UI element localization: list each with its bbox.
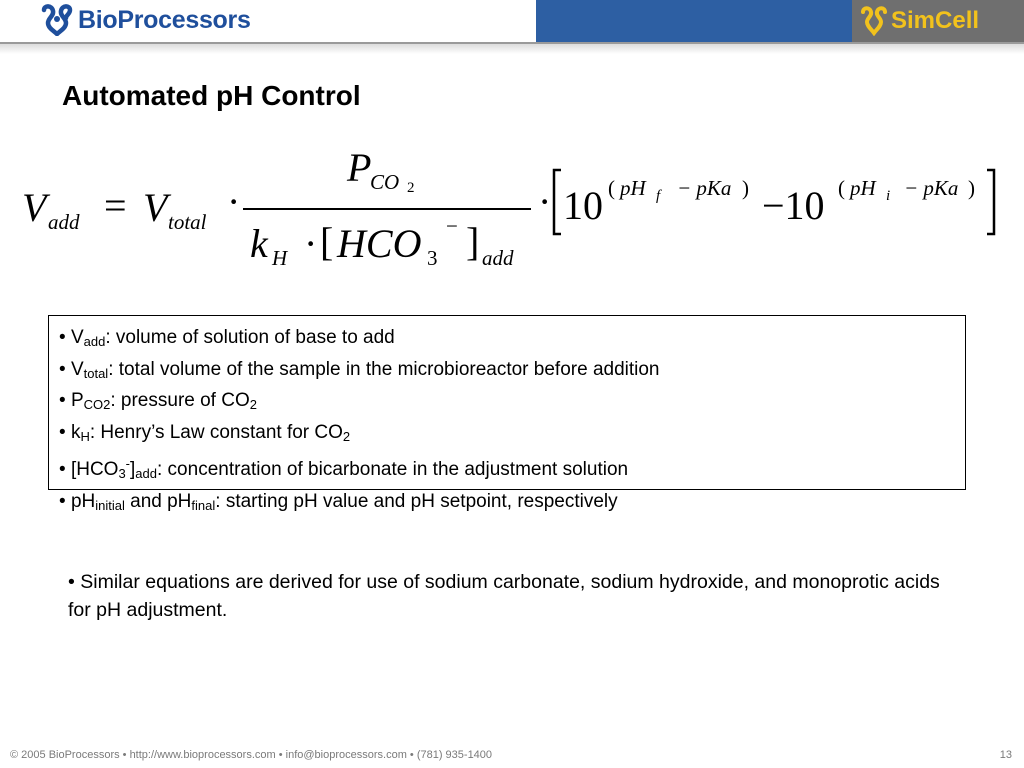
eq-co2-sub: 2 [407,180,415,196]
eq-total-sub: total [168,210,207,234]
eq-dot-1: · [227,179,241,224]
eq-co-sub: CO [370,170,400,194]
slide-title: Automated pH Control [62,80,361,111]
bioprocessors-logo-text: BioProcessors [78,5,251,34]
eq-exp1-f: f [656,188,661,204]
eq-equals: = [104,183,127,228]
def-sub-2: final [191,497,216,513]
def-symbol: [HCO [70,459,119,480]
eq-minus-sup: − [446,214,458,238]
def-symbol: P [70,390,84,411]
eq-add-sub-2: add [482,246,514,270]
footer-contact: © 2005 BioProcessors • http://www.bioprocessors.com • info@bioprocessors.com • (781) 935-1400 [10,749,493,761]
def-sub-2: add [135,466,157,481]
bullet: • [59,327,71,348]
eq-right-bracket: ] [466,219,480,264]
definition-k-h [59,419,955,451]
bullet: • [59,390,71,411]
bioprocessors-logo-icon [40,4,74,36]
eq-exp2-i: i [886,188,891,204]
eq-v-add: V [22,185,47,230]
def-sub: total [83,365,109,381]
definition-v-total [59,356,955,388]
def-sub: add [83,334,106,349]
def-symbol: V [70,327,84,348]
def-tail-sub: 2 [249,397,257,412]
def-sub: CO2 [83,397,111,412]
definition-p-co2 [59,387,955,419]
bullet: • [59,459,71,480]
def-sub: initial [95,497,125,513]
def-mid: and pH [124,490,192,512]
def-mid: ] [130,459,136,480]
header-blue-band [536,0,852,42]
eq-exp1-ph: pH [620,176,646,200]
definition-v-add [59,324,955,356]
definition-ph [59,488,955,520]
slide-header [0,0,1024,44]
eq-exp2-close: ) [968,176,975,200]
eq-fraction-bar [243,208,531,210]
def-symbol: pH [70,490,96,512]
eq-dot-3: · [538,179,552,224]
def-sub: 3 [118,466,126,481]
def-symbol: k [70,421,81,443]
header-shadow [0,44,1024,54]
def-text: : total volume of the sample in the microbioreactor before addition [108,358,660,380]
def-text: : volume of solution of base to add [105,327,395,348]
def-sub: H [80,428,90,444]
eq-exp2-open: ( [838,176,845,200]
def-text: : concentration of bicarbonate in the adjustment solution [157,459,629,480]
def-text: : starting pH value and pH setpoint, respectively [215,490,618,512]
bioprocessors-logo [40,3,251,37]
eq-hco: HCO [337,221,422,266]
bullet: • [59,421,71,443]
eq-p: P [347,145,372,190]
eq-hco3-sub: 3 [427,246,438,270]
page-number: 13 [999,749,1012,761]
eq-ten-1: 10 [563,183,603,228]
eq-exp1-open: ( [608,176,615,200]
definition-hco3 [59,450,955,488]
eq-k: k [250,221,268,266]
eq-exp2-ph: pH [850,176,876,200]
bullet: • [59,490,71,512]
def-text: : Henry’s Law constant for CO [89,421,343,443]
eq-add-sub: add [48,210,80,234]
eq-dot-2: · [304,221,318,266]
simcell-logo [860,4,979,38]
eq-big-left-bracket [551,168,563,236]
simcell-logo-icon [860,6,888,36]
eq-minus-ten-2: −10 [762,183,825,228]
simcell-logo-text: SimCell [891,7,980,34]
eq-big-right-bracket [985,168,997,236]
ph-control-equation [0,140,1024,280]
eq-v-total: V [143,185,168,230]
eq-exp1-close: ) [742,176,749,200]
eq-h-sub: H [272,246,288,270]
similar-equations-note: • Similar equations are derived for use of sodium carbonate, sodium hydroxide, and monoprotic acids for pH adjustment. [68,571,940,621]
eq-left-bracket: [ [320,219,334,264]
bullet: • [59,358,71,380]
definitions-box [48,315,966,513]
eq-exp1-pka: − pKa [677,176,732,200]
def-text: : pressure of CO [110,390,250,411]
def-symbol: V [70,358,84,380]
eq-exp2-pka: − pKa [904,176,959,200]
def-tail-sub: 2 [342,428,351,444]
def-sup: - [125,456,131,471]
